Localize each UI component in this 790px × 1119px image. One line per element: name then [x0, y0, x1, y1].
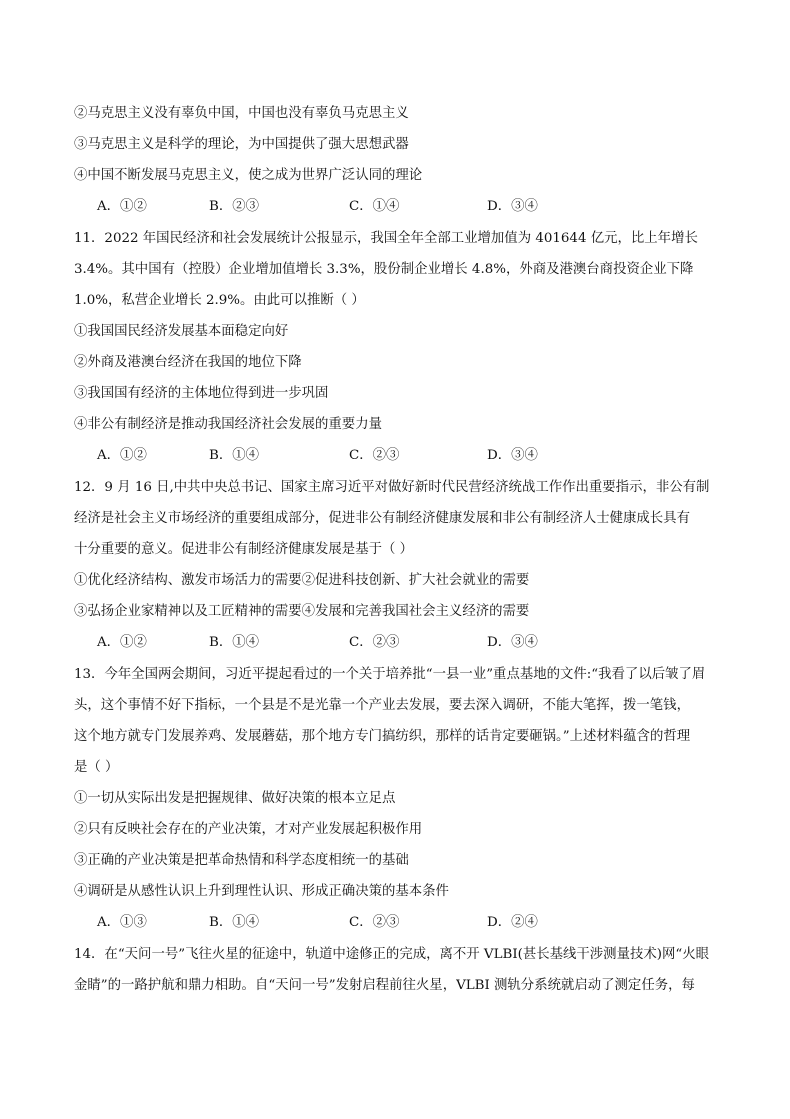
q10-option-d: D．③④ [487, 199, 538, 214]
q13-stem-line-1: 13．今年全国两会期间，习近平提起看过的一个关于培养批“一县一业”重点基地的文件:“我看了以后皱了眉 [74, 667, 706, 682]
q11-choice-4: ④非公有制经济是推动我国经济社会发展的重要力量 [74, 417, 382, 432]
q13-stem-line-2: 头，这个事情不好下指标，一个县是不是光靠一个产业去发展，要去深入调研，不能大笔挥，拨一笔钱， [74, 698, 690, 713]
q13-stem-line-3: 这个地方就专门发展养鸡、发展蘑菇，那个地方专门搞纺织，那样的话肯定要砸锅。”上述材料蕴含的哲理 [74, 729, 691, 744]
q11-choice-3: ③我国国有经济的主体地位得到进一步巩固 [74, 386, 329, 401]
q13-choice-1: ①一切从实际出发是把握规律、做好决策的根本立足点 [74, 791, 396, 806]
q11-stem-line-2: 3.4%。其中国有（控股）企业增加值增长 3.3%，股份制企业增长 4.8%，外商及港澳台商投资企业下降 [74, 262, 694, 277]
q13-option-c: C．②③ [349, 915, 400, 930]
q13-option-a: A．①③ [97, 915, 147, 930]
q14-stem-line-2: 金睛”的一路护航和鼎力相助。自“天问一号”发射启程前往火星，VLBI 测轨分系统就启动了测定任务，每 [74, 978, 695, 993]
q13-choice-4: ④调研是从感性认识上升到理性认识、形成正确决策的基本条件 [74, 884, 449, 899]
q10-options [97, 197, 717, 217]
q11-options [97, 446, 717, 466]
q10-choice-2: ②马克思主义没有辜负中国，中国也没有辜负马克思主义 [74, 106, 409, 121]
q11-stem-line-3: 1.0%，私营企业增长 2.9%。由此可以推断（ ） [74, 293, 365, 308]
q10-option-b: B．②③ [209, 199, 260, 214]
q12-option-b: B．①④ [209, 635, 260, 650]
q11-stem-line-1: 11．2022 年国民经济和社会发展统计公报显示，我国全年全部工业增加值为 401644 亿元，比上年增长 [74, 231, 698, 246]
q10-option-c: C．①④ [349, 199, 400, 214]
q12-stem-line-3: 十分重要的意义。促进非公有制经济健康发展是基于（ ） [74, 542, 414, 557]
q11-option-a: A．①② [97, 448, 147, 463]
q13-option-b: B．①④ [209, 915, 260, 930]
q13-choice-3: ③正确的产业决策是把革命热情和科学态度相统一的基础 [74, 853, 409, 868]
q12-stem-line-1: 12．9 月 16 日,中共中央总书记、国家主席习近平对做好新时代民营经济统战工作作出重要指示，非公有制 [74, 480, 710, 495]
q12-option-c: C．②③ [349, 635, 400, 650]
q12-choice-1-2: ①优化经济结构、激发市场活力的需要②促进科技创新、扩大社会就业的需要 [74, 573, 530, 588]
q11-option-c: C．②③ [349, 448, 400, 463]
q12-option-d: D．③④ [487, 635, 538, 650]
q10-choice-4: ④中国不断发展马克思主义，使之成为世界广泛认同的理论 [74, 168, 423, 183]
q12-stem-line-2: 经济是社会主义市场经济的重要组成部分，促进非公有制经济健康发展和非公有制经济人士健康成长具有 [74, 511, 690, 526]
q11-option-d: D．③④ [487, 448, 538, 463]
q13-option-d: D．②④ [487, 915, 538, 930]
q11-choice-2: ②外商及港澳台经济在我国的地位下降 [74, 355, 302, 370]
q13-options [97, 913, 717, 933]
q10-option-a: A．①② [97, 199, 147, 214]
q11-choice-1: ①我国国民经济发展基本面稳定向好 [74, 324, 289, 339]
q12-options [97, 633, 717, 653]
q10-choice-3: ③马克思主义是科学的理论，为中国提供了强大思想武器 [74, 137, 409, 152]
q14-stem-line-1: 14．在“天问一号”飞往火星的征途中，轨道中途修正的完成，离不开 VLBI(甚长基线干涉测量技术)网“火眼 [74, 947, 709, 962]
q13-choice-2: ②只有反映社会存在的产业决策，才对产业发展起积极作用 [74, 822, 423, 837]
q11-option-b: B．①④ [209, 448, 260, 463]
q12-choice-3-4: ③弘扬企业家精神以及工匠精神的需要④发展和完善我国社会主义经济的需要 [74, 604, 530, 619]
q12-option-a: A．①② [97, 635, 147, 650]
q13-stem-line-4: 是（ ） [74, 760, 119, 775]
